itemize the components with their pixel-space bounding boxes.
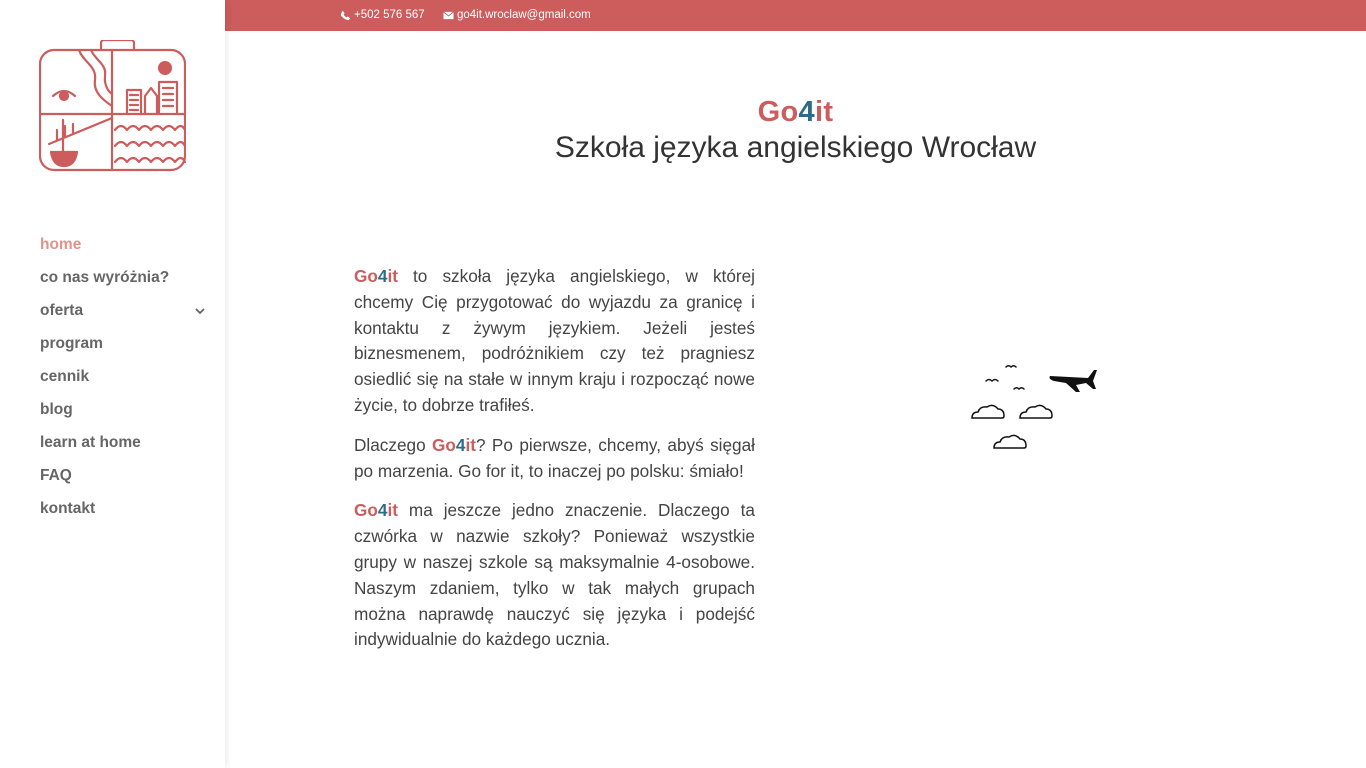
- nav-item-oferta[interactable]: [40, 294, 210, 327]
- sidebar: [0, 0, 225, 768]
- airplane-icon: [1050, 370, 1098, 392]
- envelope-icon: [443, 10, 454, 21]
- nav-item-cennik[interactable]: [40, 360, 210, 393]
- nav-item-learn-at-home[interactable]: [40, 426, 210, 459]
- nav-item-blog[interactable]: [40, 393, 210, 426]
- nav-item-program[interactable]: [40, 327, 210, 360]
- nav-link-home[interactable]: home: [40, 235, 82, 253]
- phone-number[interactable]: +502 576 567: [354, 9, 425, 21]
- email-contact[interactable]: [443, 9, 591, 21]
- nav-link-co-nas-wyroznia[interactable]: co nas wyróżnia?: [40, 268, 170, 286]
- hero-subtitle: Szkoła języka angielskiego Wrocław: [554, 131, 1037, 164]
- chevron-down-icon[interactable]: [194, 305, 206, 317]
- nav-link-cennik[interactable]: cennik: [40, 367, 90, 385]
- top-bar: [225, 0, 1366, 31]
- brand-title: Go4it: [757, 96, 834, 128]
- paragraph-2: Dlaczego Go4it? Po pierwsze, chcemy, abyś sięgał po marzenia. Go for it, to inaczej po polsku: śmiało!: [354, 434, 755, 481]
- phone-contact[interactable]: [340, 9, 425, 21]
- nav-item-co-nas-wyroznia[interactable]: [40, 261, 210, 294]
- hero-header: [225, 96, 1366, 165]
- main-nav: [40, 228, 210, 525]
- logo-icon[interactable]: [39, 40, 186, 172]
- brand-inline: Go4it: [432, 434, 476, 455]
- email-address[interactable]: go4it.wroclaw@gmail.com: [457, 9, 591, 21]
- nav-link-program[interactable]: program: [40, 334, 103, 352]
- nav-link-faq[interactable]: FAQ: [40, 466, 72, 484]
- phone-icon: [340, 10, 351, 21]
- brand-inline: Go4it: [354, 500, 398, 521]
- nav-link-learn-at-home[interactable]: learn at home: [40, 433, 141, 451]
- nav-link-blog[interactable]: blog: [40, 400, 73, 418]
- nav-link-kontakt[interactable]: kontakt: [40, 499, 96, 517]
- airplane-clouds-illustration: [968, 356, 1100, 454]
- brand-inline: Go4it: [354, 266, 398, 286]
- nav-item-faq[interactable]: [40, 459, 210, 492]
- nav-item-kontakt[interactable]: [40, 492, 210, 525]
- intro-text: [354, 264, 755, 667]
- paragraph-1: Go4it to szkoła języka angielskiego, w której chcemy Cię przygotować do wyjazdu za granicę i kontaktu z żywym językiem. Jeżeli jesteś biznesmenem, podróżnikiem czy też pragniesz osiedlić się na stałe w innym kraju i rozpocząć nowe życie, to dobrze trafiłeś.: [354, 266, 755, 415]
- nav-link-oferta[interactable]: oferta: [40, 301, 84, 319]
- nav-item-home[interactable]: [40, 228, 210, 261]
- paragraph-3: Go4it ma jeszcze jedno znaczenie. Dlaczego ta czwórka w nazwie szkoły? Ponieważ wszystkie grupy w naszej szkole są maksymalnie 4-osobowe. Naszym zdaniem, tylko w tak małych grupach można naprawdę nauczyć się języka i podejść indywidualnie do każdego ucznia.: [354, 500, 755, 650]
